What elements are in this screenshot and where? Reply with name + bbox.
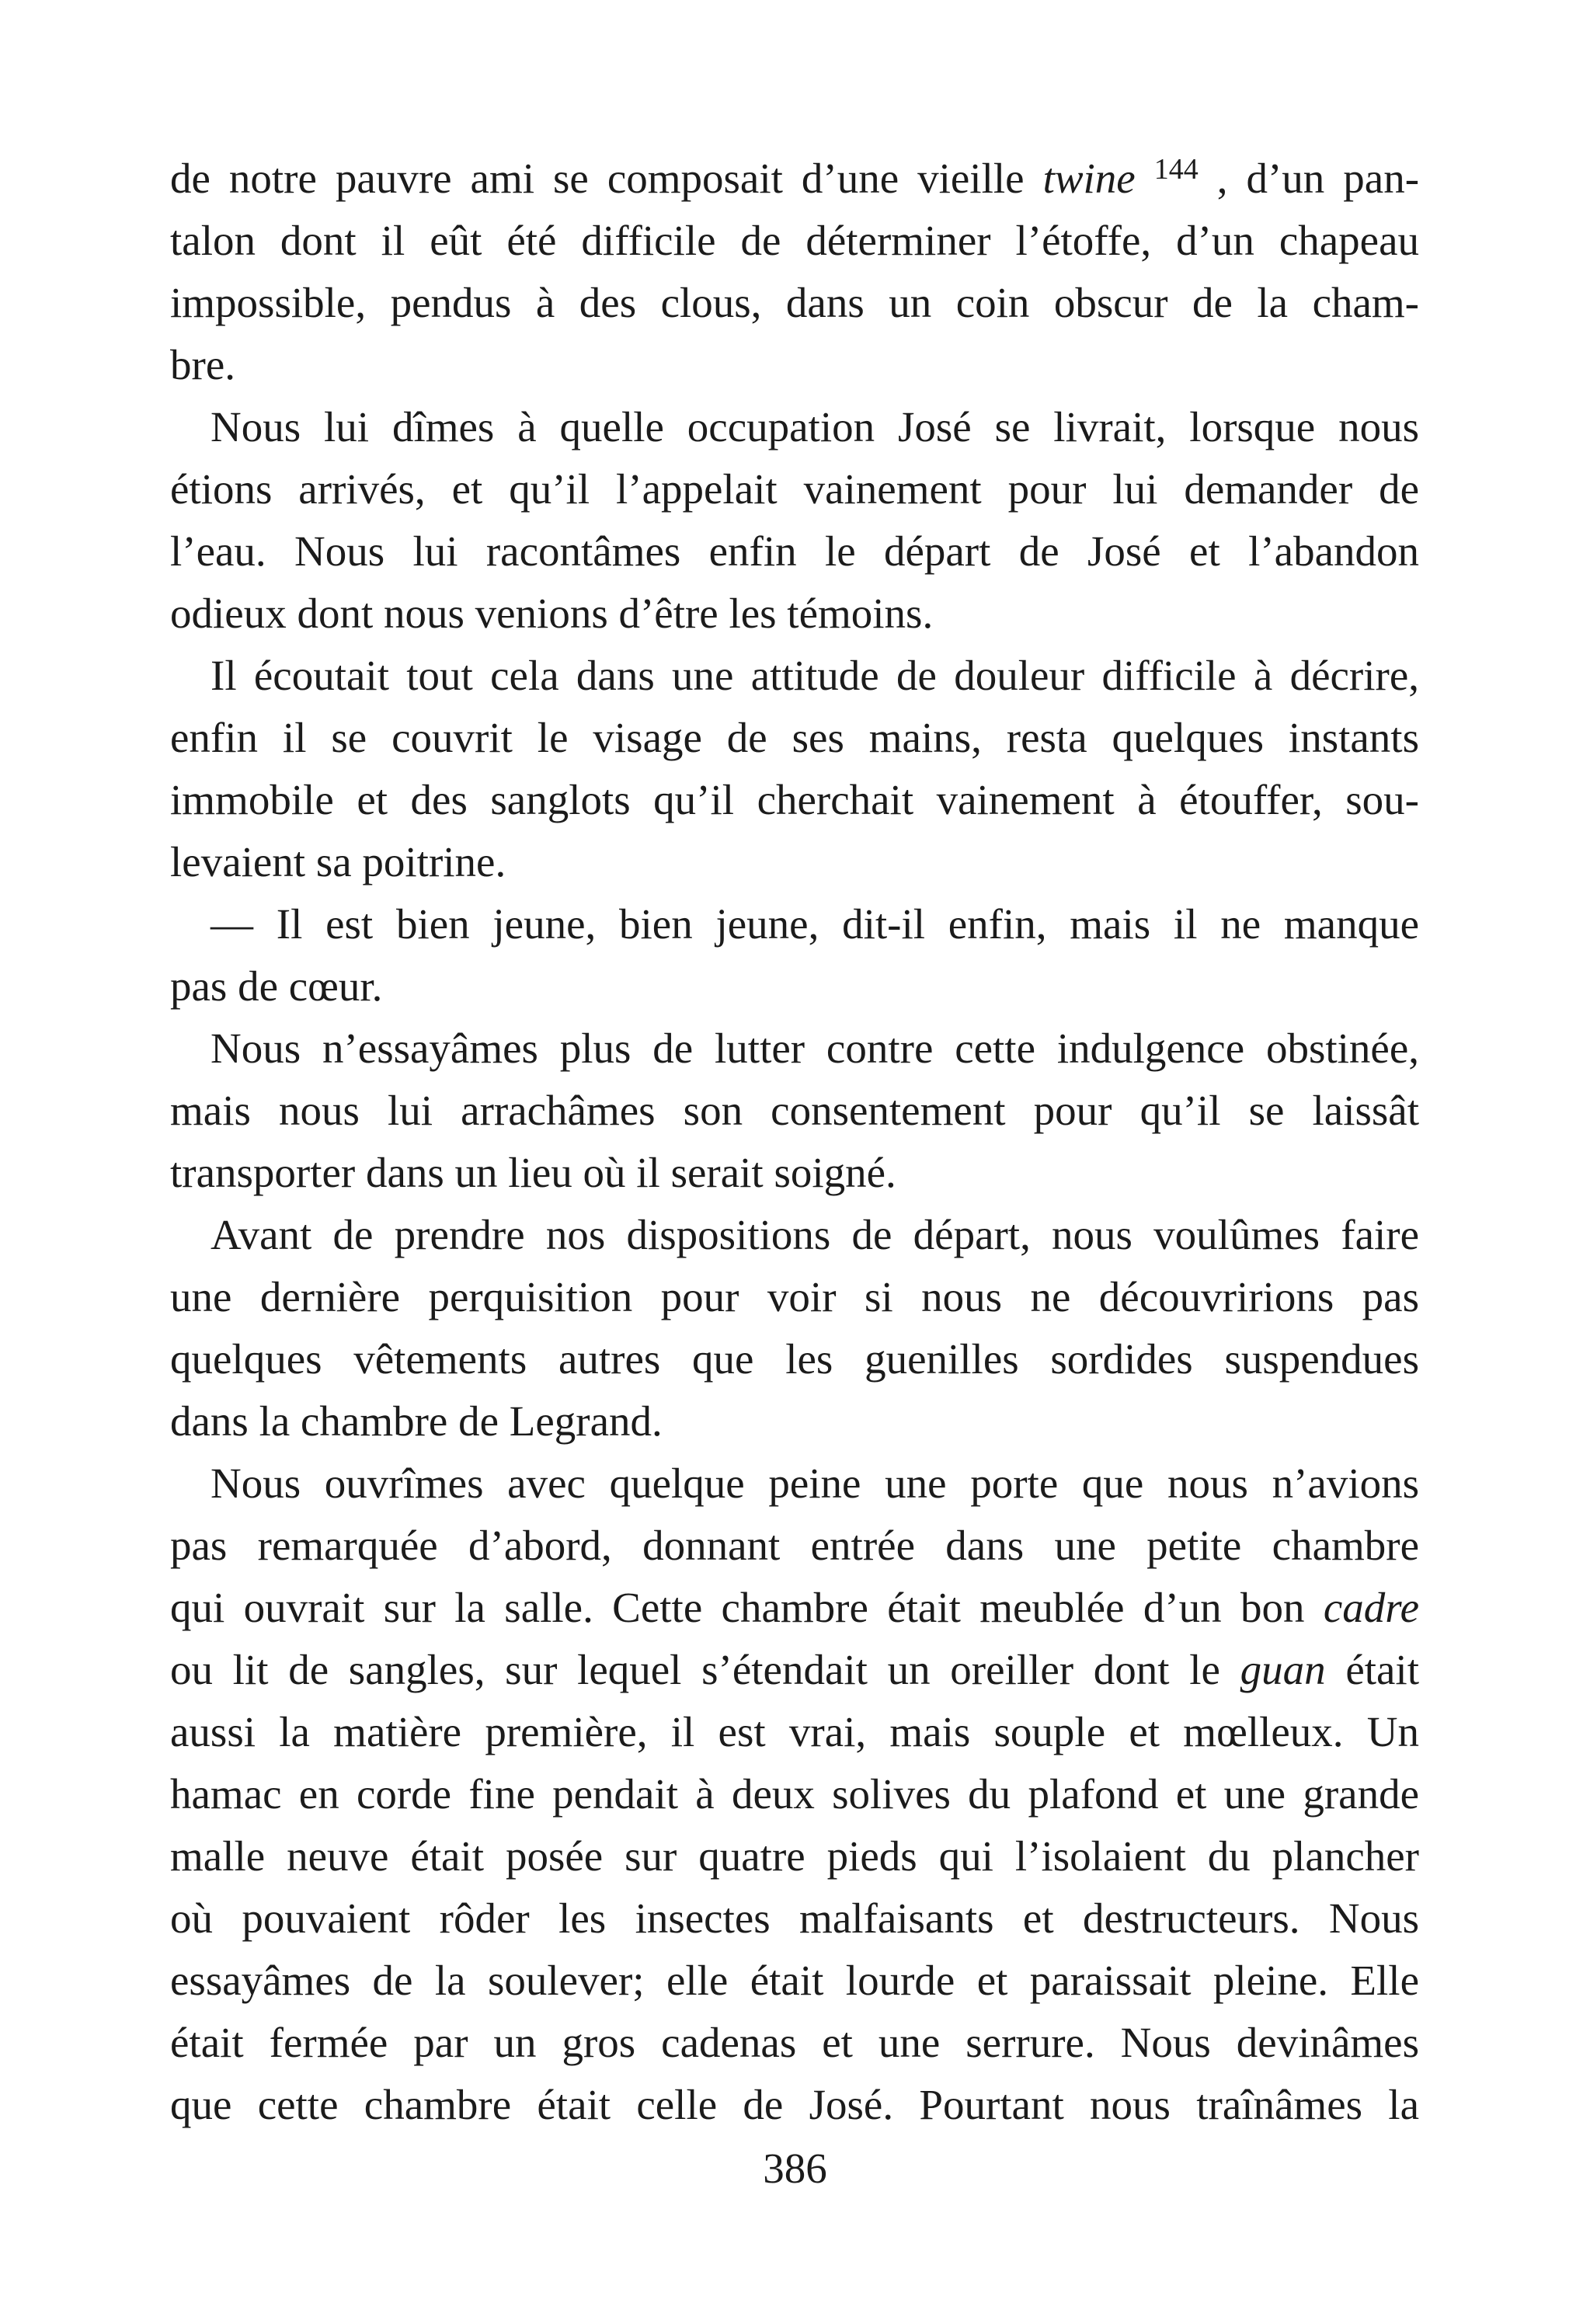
text-line: quelques vêtements autres que les guenilles sordides suspendues bbox=[170, 1335, 1419, 1383]
text-line: Nous n’essayâmes plus de lutter contre cette indulgence obstinée, bbox=[210, 1025, 1419, 1072]
italic-term-guan: guan bbox=[1240, 1646, 1326, 1693]
text-line: pas remarquée d’abord, donnant entrée dans une petite chambre bbox=[170, 1522, 1419, 1569]
text-line: odieux dont nous venions d’être les témoins. bbox=[170, 590, 934, 637]
text-line: dans la chambre de Legrand. bbox=[170, 1397, 663, 1445]
text-line: Nous lui dîmes à quelle occupation José se livrait, lorsque nous bbox=[210, 403, 1419, 451]
italic-term-twine: twine bbox=[1042, 155, 1136, 202]
text-line: aussi la matière première, il est vrai, mais souple et mœlleux. Un bbox=[170, 1708, 1419, 1755]
text-line: mais nous lui arrachâmes son consentement pour qu’il se laissât bbox=[170, 1087, 1419, 1134]
text-line: étions arrivés, et qu’il l’appelait vainement pour lui demander de bbox=[170, 465, 1419, 513]
text-line: essayâmes de la soulever; elle était lourde et paraissait pleine. Elle bbox=[170, 1957, 1419, 2004]
text-line: enfin il se couvrit le visage de ses mains, resta quelques instants bbox=[170, 714, 1419, 761]
text-line: pas de cœur. bbox=[170, 962, 383, 1010]
text-line: transporter dans un lieu où il serait soigné. bbox=[170, 1149, 896, 1196]
text-line: où pouvaient rôder les insectes malfaisants et destructeurs. Nous bbox=[170, 1894, 1419, 1942]
text-line: que cette chambre était celle de José. Pourtant nous traînâmes la bbox=[170, 2081, 1419, 2128]
text-line: impossible, pendus à des clous, dans un coin obscur de la cham- bbox=[170, 279, 1419, 326]
text-line: était fermée par un gros cadenas et une serrure. Nous devinâmes bbox=[170, 2019, 1419, 2066]
text-line: une dernière perquisition pour voir si nous ne découvririons pas bbox=[170, 1273, 1419, 1320]
text-line: — Il est bien jeune, bien jeune, dit-il enfin, mais il ne manque bbox=[210, 900, 1419, 948]
footnote-reference[interactable]: 144 bbox=[1153, 153, 1199, 186]
text-line: talon dont il eût été difficile de déterminer l’étoffe, d’un chapeau bbox=[170, 217, 1419, 264]
text-line: malle neuve était posée sur quatre pieds qui l’isolaient du plancher bbox=[170, 1832, 1419, 1880]
text-line: hamac en corde fine pendait à deux solives du plafond et une grande bbox=[170, 1770, 1419, 1818]
text-line: levaient sa poitrine. bbox=[170, 838, 506, 885]
text-line: ou lit de sangles, sur lequel s’étendait un oreiller dont le guan était bbox=[170, 1646, 1419, 1693]
text-line: qui ouvrait sur la salle. Cette chambre était meublée d’un bon cadre bbox=[170, 1584, 1419, 1631]
text-line: Nous ouvrîmes avec quelque peine une porte que nous n’avions bbox=[210, 1459, 1419, 1507]
body-text bbox=[170, 148, 1419, 2136]
italic-term-cadre: cadre bbox=[1323, 1584, 1419, 1631]
text-line: l’eau. Nous lui racontâmes enfin le départ de José et l’abandon bbox=[170, 527, 1419, 575]
text-line: immobile et des sanglots qu’il cherchait vainement à étouffer, sou- bbox=[170, 776, 1419, 823]
text-line: de notre pauvre ami se composait d’une vieille twine $^{144}$ , d’un pan- bbox=[170, 153, 1420, 202]
text-line: Avant de prendre nos dispositions de départ, nous voulûmes faire bbox=[210, 1211, 1419, 1258]
page-number: 386 bbox=[763, 2145, 827, 2192]
text-line: Il écoutait tout cela dans une attitude de douleur difficile à décrire, bbox=[210, 652, 1419, 699]
text-line: bre. bbox=[170, 341, 235, 388]
